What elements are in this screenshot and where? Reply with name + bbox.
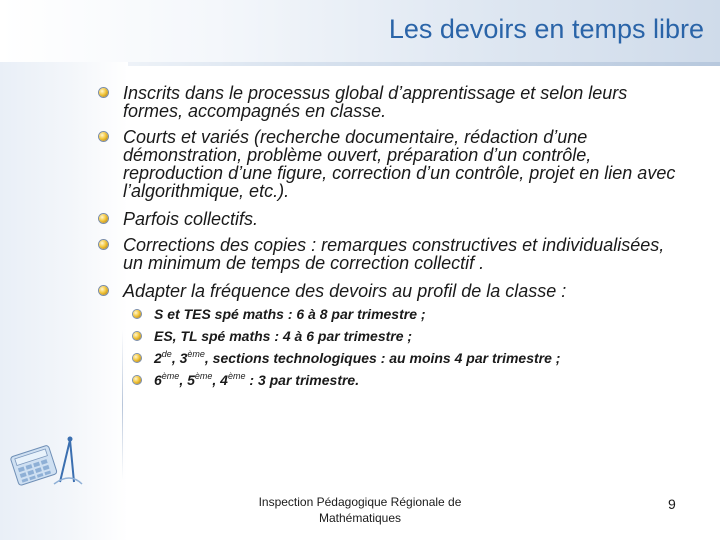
bullet-dot-icon	[99, 132, 108, 141]
sub-bullet-text	[154, 350, 560, 366]
sub-bullet-item	[154, 372, 674, 389]
sub-bullet-text	[154, 372, 359, 388]
ordinal-suffix: ème	[227, 371, 246, 381]
ordinal-suffix: ème	[194, 371, 213, 381]
level-text: , 5	[179, 372, 195, 388]
level-text: 6	[154, 372, 162, 388]
bullet-dot-icon	[133, 354, 141, 362]
level-text: 2	[154, 350, 162, 366]
bullet-dot-icon	[133, 376, 141, 384]
ordinal-suffix: de	[161, 349, 172, 359]
footer-text	[240, 494, 480, 526]
sub-bullet-item	[154, 306, 674, 323]
level-text: , sections technologiques : au moins 4 par trimestre ;	[204, 350, 561, 366]
bullet-text: Inscrits dans le processus global d’apprentissage et selon leurs formes, accompagnés en classe.	[123, 83, 628, 121]
bullet-item	[123, 282, 683, 300]
bullet-text: Parfois collectifs.	[123, 209, 259, 229]
level-text: , 4	[212, 372, 228, 388]
bullet-item	[123, 210, 683, 228]
bullet-dot-icon	[99, 286, 108, 295]
page-number: 9	[668, 496, 676, 512]
bullet-dot-icon	[99, 88, 108, 97]
slide-title: Les devoirs en temps libre	[388, 14, 704, 44]
bullet-dot-icon	[133, 332, 141, 340]
level-text: , 3	[171, 350, 188, 366]
bullet-item	[123, 84, 683, 120]
bullet-text: Courts et variés (recherche documentaire, rédaction d’une démonstration, problème ouvert, préparation d’un contrôle, reproduction d’une figure, correction d’un contrôle, projet en lien avec l’algorithmique, etc.).	[123, 127, 676, 201]
bullet-item	[123, 128, 683, 200]
calculator-compass-icon	[10, 432, 90, 488]
sub-bullet-item	[154, 328, 674, 345]
bullet-item	[123, 236, 683, 272]
ordinal-suffix: ème	[161, 371, 180, 381]
sub-bullet-text: ES, TL spé maths : 4 à 6 par trimestre ;	[154, 328, 413, 344]
footer-line: Inspection Pédagogique Régionale de	[258, 495, 462, 509]
bullet-dot-icon	[99, 214, 108, 223]
sub-bullet-item	[154, 350, 674, 367]
level-text: : 3 par trimestre.	[245, 372, 360, 388]
footer-line: Mathématiques	[318, 511, 402, 525]
bullet-text: Adapter la fréquence des devoirs au profil de la classe :	[123, 281, 567, 301]
sub-bullet-text: S et TES spé maths : 6 à 8 par trimestre ;	[154, 306, 426, 322]
vertical-accent-line	[122, 330, 123, 480]
bullet-dot-icon	[99, 240, 108, 249]
ordinal-suffix: ème	[187, 349, 205, 359]
bullet-text: Corrections des copies : remarques constructives et individualisées, un minimum de temps de correction collectif .	[123, 235, 665, 273]
bullet-dot-icon	[133, 310, 141, 318]
